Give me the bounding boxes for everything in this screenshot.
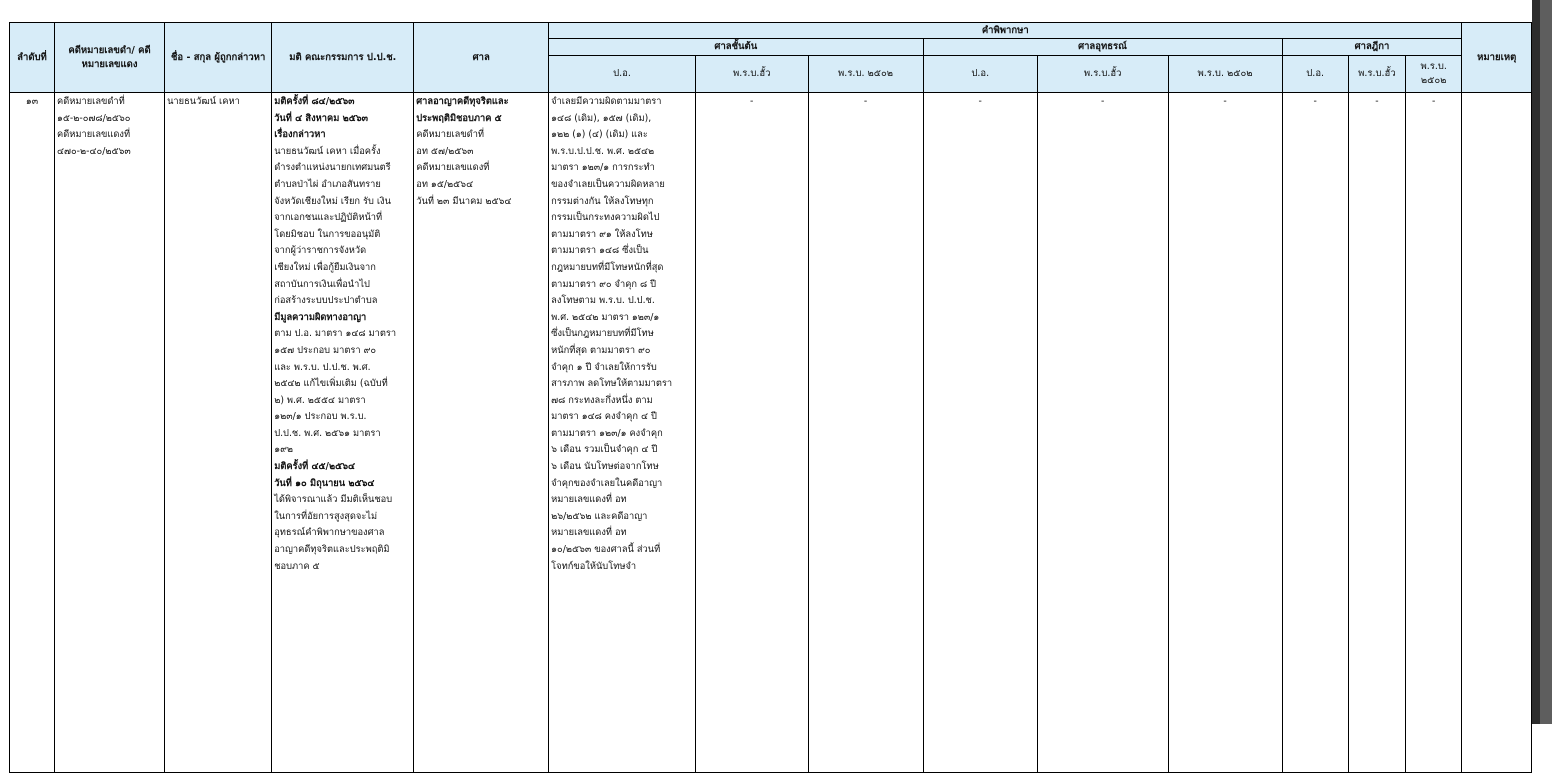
- text-line: สถาบันการเงินเพื่อนำไป: [274, 278, 370, 290]
- text-line: พ.ศ. ๒๕๔๒ มาตรา ๑๒๓/๑: [551, 311, 660, 323]
- cell-first-court-2502: -: [808, 93, 923, 773]
- text-line: จำคุกของจำเลยในคดีอาญา: [551, 477, 663, 489]
- text-line: ๗๘ กระทงละกึ่งหนึ่ง ตาม: [551, 394, 653, 406]
- text-line: ตามมาตรา ๙๐ จำคุก ๘ ปี: [551, 278, 657, 290]
- cell-resolution: [272, 93, 414, 773]
- text-line: มติครั้งที่ ๘๔/๒๕๖๓: [274, 96, 355, 107]
- text-line: อุทธรณ์คำพิพากษาของศาล: [274, 527, 385, 539]
- text-line: ศาลอาญาคดีทุจริตและ: [416, 96, 509, 107]
- text-line: ๑๒๒ (๑) (๔) (เดิม) และ: [551, 129, 648, 141]
- text-line: จำคุก ๑ ปี จำเลยให้การรับ: [551, 361, 657, 373]
- text-line: ก่อสร้างระบบประปาตำบล: [274, 295, 378, 307]
- text-line: พ.ร.บ.ป.ป.ช. พ.ศ. ๒๕๔๒: [551, 145, 655, 157]
- cell-supreme-po: -: [1282, 93, 1348, 773]
- text-line: นายธนวัฒน์ เคหา เมื่อครั้ง: [274, 145, 381, 157]
- cell-first-court-hua: -: [695, 93, 808, 773]
- text-line: และ พ.ร.บ. ป.ป.ช. พ.ศ.: [274, 361, 371, 373]
- text-line: ๒๖/๒๕๖๒ และคดีอาญา: [551, 510, 648, 522]
- subheader-appeal-po: ป.อ.: [923, 56, 1037, 93]
- header-remark: หมายเหตุ: [1462, 23, 1532, 93]
- header-first-court: ศาลชั้นต้น: [549, 39, 923, 56]
- rulings-table: [9, 22, 1532, 773]
- cell-appeal-hua: -: [1037, 93, 1168, 773]
- subheader-supreme-hua: พ.ร.บ.ฮั้ว: [1348, 56, 1405, 93]
- text-line: หมายเลขแดงที่ อท: [551, 494, 627, 506]
- header-case-no: คดีหมายเลขดำ/ คดีหมายเลขแดง: [54, 23, 164, 93]
- cell-supreme-hua: -: [1348, 93, 1405, 773]
- text-line: ตามมาตรา ๙๑ ให้ลงโทษ: [551, 228, 653, 240]
- cell-case-no: [54, 93, 164, 773]
- text-line: คดีหมายเลขแดงที่: [56, 129, 131, 141]
- text-line: ๑๕-๒-๐๗๘/๒๕๖๐: [56, 112, 131, 124]
- text-line: ได้พิจารณาแล้ว มีมติเห็นชอบ: [274, 494, 393, 506]
- text-line: หมายเลขแดงที่ อท: [551, 527, 627, 539]
- text-line: ดำรงตำแหน่งนายกเทศมนตรี: [274, 162, 391, 174]
- text-line: คดีหมายเลขดำที่: [416, 129, 485, 141]
- header-court: ศาล: [414, 23, 549, 93]
- subheader-supreme-po: ป.อ.: [1282, 56, 1348, 93]
- cell-court: [414, 93, 549, 773]
- header-seq: ลำดับที่: [10, 23, 55, 93]
- text-line: ชอบภาค ๕: [274, 560, 320, 572]
- text-line: ๖ เดือน รวมเป็นจำคุก ๔ ปี: [551, 444, 658, 456]
- text-line: ตามมาตรา ๑๒๓/๑ คงจำคุก: [551, 427, 663, 439]
- text-line: มาตรา ๑๔๘ คงจำคุก ๔ ปี: [551, 411, 657, 423]
- text-line: วันที่ ๒๓ มีนาคม ๒๕๖๔: [416, 195, 512, 207]
- vertical-scrollbar[interactable]: [1532, 0, 1552, 724]
- text-line: จากเอกชนและปฏิบัติหน้าที่: [274, 212, 383, 224]
- text-line: อาญาคดีทุจริตและประพฤติมิ: [274, 544, 390, 556]
- cell-supreme-2502: -: [1405, 93, 1461, 773]
- header-name: ชื่อ - สกุล ผู้ถูกกล่าวหา: [165, 23, 272, 93]
- subheader-first-2502: พ.ร.บ. ๒๕๐๒: [808, 56, 923, 93]
- text-line: ๒) พ.ศ. ๒๕๕๔ มาตรา: [274, 394, 366, 406]
- text-line: อท ๑๕/๒๕๖๔: [416, 178, 474, 190]
- text-line: อท ๕๗/๒๕๖๓: [416, 145, 474, 157]
- text-line: ๖ เดือน นับโทษต่อจากโทษ: [551, 461, 659, 473]
- text-line: มติครั้งที่ ๔๕/๒๕๖๔: [274, 461, 356, 473]
- text-line: ป.ป.ช. พ.ศ. ๒๕๖๑ มาตรา: [274, 427, 381, 439]
- table-row: [10, 93, 1532, 773]
- cell-remark: [1462, 93, 1532, 773]
- header-appeal-court: ศาลอุทธรณ์: [923, 39, 1282, 56]
- header-supreme-court: ศาลฎีกา: [1282, 39, 1462, 56]
- text-line: ๔๗๐-๒-๔๐/๒๕๖๓: [56, 145, 131, 157]
- text-line: โจทก์ขอให้นับโทษจำ: [551, 560, 637, 572]
- text-line: ตาม ป.อ. มาตรา ๑๔๘ มาตรา: [274, 328, 397, 340]
- text-line: ๑๒๓/๑ ประกอบ พ.ร.บ.: [274, 411, 367, 423]
- subheader-appeal-2502: พ.ร.บ. ๒๕๐๒: [1168, 56, 1282, 93]
- text-line: ในการที่อัยการสูงสุดจะไม่: [274, 510, 378, 522]
- text-line: จากผู้ว่าราชการจังหวัด: [274, 245, 367, 257]
- text-line: มีมูลความผิดทางอาญา: [274, 311, 367, 323]
- text-line: ตามมาตรา ๑๔๘ ซึ่งเป็น: [551, 245, 649, 257]
- text-line: ของจำเลยเป็นความผิดหลาย: [551, 178, 665, 190]
- text-line: คดีหมายเลขดำที่: [56, 96, 125, 107]
- scrollbar-thumb[interactable]: [1540, 0, 1552, 724]
- text-line: มาตรา ๑๒๓/๑ การกระทำ: [551, 162, 655, 174]
- text-line: ๑๙๒: [274, 444, 294, 456]
- text-line: วันที่ ๑๐ มิถุนายน ๒๕๖๔: [274, 477, 375, 489]
- header-judgment: คำพิพากษา: [549, 23, 1462, 39]
- text-line: โดยมิชอบ ในการขออนุมัติ: [274, 228, 381, 240]
- subheader-first-po: ป.อ.: [549, 56, 696, 93]
- cell-name: นายธนวัฒน์ เคหา: [165, 93, 272, 773]
- text-line: ลงโทษตาม พ.ร.บ. ป.ป.ช.: [551, 295, 655, 307]
- text-line: เรื่องกล่าวหา: [274, 129, 326, 141]
- text-line: กรรมต่างกัน ให้ลงโทษทุก: [551, 195, 654, 207]
- cell-seq: ๑๓: [10, 93, 55, 773]
- header-resolution: มติ คณะกรรมการ ป.ป.ช.: [272, 23, 414, 93]
- cell-appeal-2502: -: [1168, 93, 1282, 773]
- text-line: ซึ่งเป็นกฎหมายบทที่มีโทษ: [551, 328, 654, 340]
- text-line: ประพฤติมิชอบภาค ๕: [416, 112, 502, 124]
- text-line: เชียงใหม่ เพื่อกู้ยืมเงินจาก: [274, 261, 376, 273]
- text-line: กรรมเป็นกระทงความผิดไป: [551, 212, 660, 224]
- text-line: หนักที่สุด ตามมาตรา ๙๐: [551, 344, 651, 356]
- text-line: ๑๔๘ (เดิม), ๑๕๗ (เดิม),: [551, 112, 652, 124]
- cell-first-court-po: [549, 93, 696, 773]
- text-line: จังหวัดเชียงใหม่ เรียก รับ เงิน: [274, 195, 391, 207]
- subheader-appeal-hua: พ.ร.บ.ฮั้ว: [1037, 56, 1168, 93]
- subheader-supreme-2502: พ.ร.บ. ๒๕๐๒: [1405, 56, 1461, 93]
- text-line: ๑๐/๒๕๖๓ ของศาลนี้ ส่วนที่: [551, 544, 661, 556]
- text-line: ตำบลป่าไผ่ อำเภอสันทราย: [274, 178, 381, 190]
- text-line: ๒๕๔๒ แก้ไขเพิ่มเติม (ฉบับที่: [274, 378, 388, 390]
- subheader-first-hua: พ.ร.บ.ฮั้ว: [695, 56, 808, 93]
- cell-appeal-po: -: [923, 93, 1037, 773]
- text-line: สารภาพ ลดโทษให้ตามมาตรา: [551, 378, 673, 390]
- text-line: ๑๕๗ ประกอบ มาตรา ๙๐: [274, 344, 377, 356]
- text-line: กฎหมายบทที่มีโทษหนักที่สุด: [551, 261, 664, 273]
- text-line: คดีหมายเลขแดงที่: [416, 162, 490, 174]
- text-line: วันที่ ๔ สิงหาคม ๒๕๖๓: [274, 112, 368, 124]
- text-line: จำเลยมีความผิดตามมาตรา: [551, 96, 662, 107]
